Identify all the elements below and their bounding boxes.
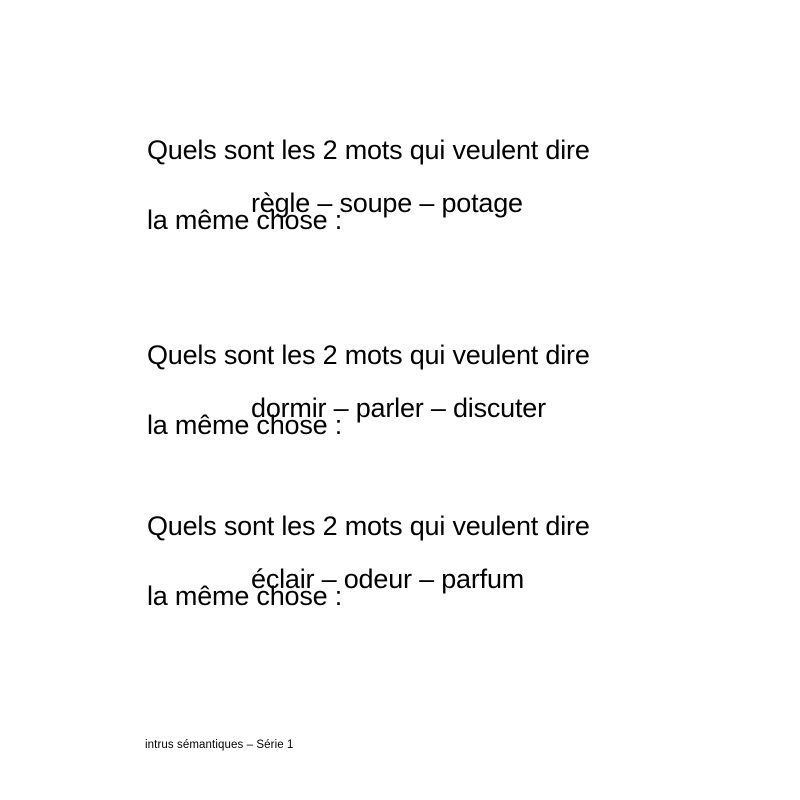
exercise-question-2-line-2: la même chose : bbox=[147, 410, 343, 440]
exercise-word-list-3: éclair – odeur – parfum bbox=[251, 564, 525, 594]
exercise-question-3-line-2: la même chose : bbox=[147, 581, 343, 611]
exercise-word-list-1: règle – soupe – potage bbox=[251, 188, 523, 218]
exercise-question-2-line-1: Quels sont les 2 mots qui veulent dire bbox=[147, 340, 590, 370]
exercise-question-3-line-1: Quels sont les 2 mots qui veulent dire bbox=[147, 511, 590, 541]
worksheet-footer-note: intrus sémantiques – Série 1 bbox=[145, 739, 294, 751]
exercise-question-1-line-1: Quels sont les 2 mots qui veulent dire bbox=[147, 135, 590, 165]
exercise-question-1-line-2: la même chose : bbox=[147, 205, 343, 235]
exercise-word-list-2: dormir – parler – discuter bbox=[251, 393, 546, 423]
